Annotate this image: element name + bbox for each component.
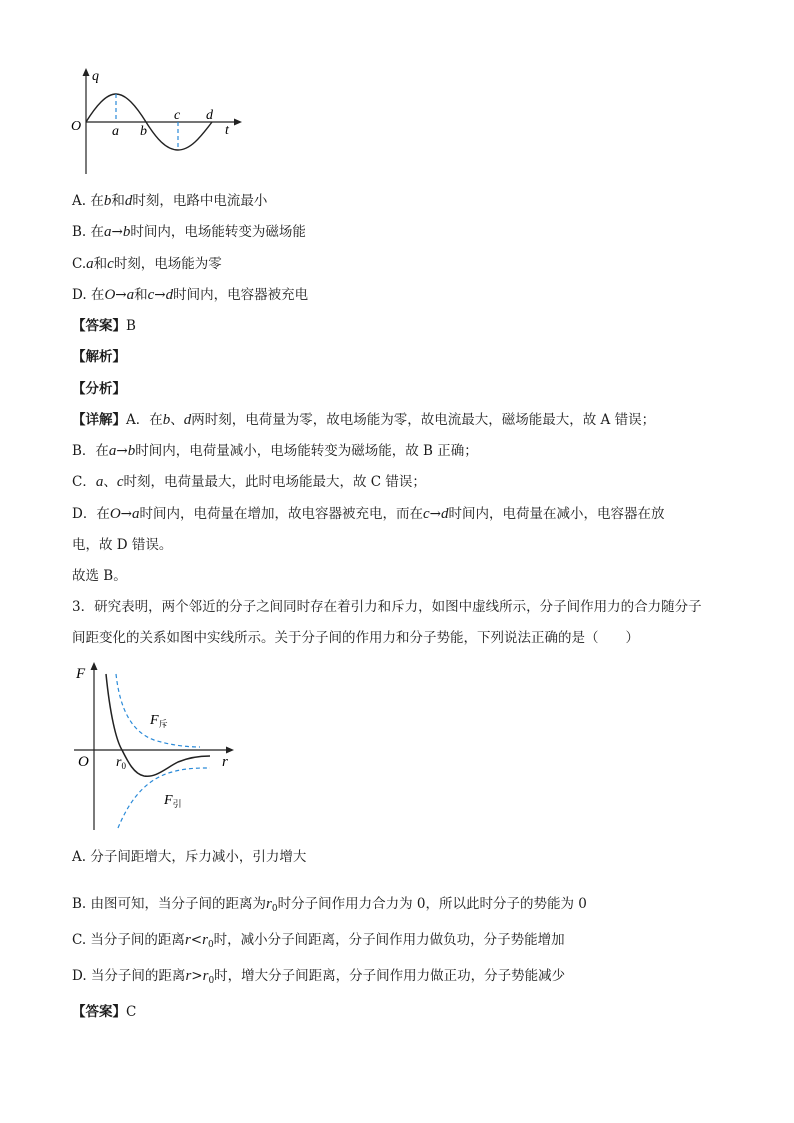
q3-stem-line1: 3．研究表明，两个邻近的分子之间同时存在着引力和斥力，如图中虚线所示，分子间作用力的合力随分子	[72, 599, 702, 615]
repulsion-curve	[116, 674, 200, 747]
q-axis-arrow	[83, 68, 90, 76]
q-label: q	[92, 69, 99, 84]
f-repulsion-label: $F_斥$	[150, 713, 168, 729]
q2-option-a: A. 在b和d时刻，电路中电流最小	[72, 193, 268, 209]
r-label: r	[222, 754, 228, 770]
origin-label: O	[71, 119, 82, 134]
q3-stem-line2: 间距变化的关系如图中实线所示。关于分子间的作用力和分子势能，下列说法正确的是（ ）	[72, 630, 639, 646]
q3-option-c: C. 当分子间的距离$r<r_0$时，减小分子间距离，分子间作用力做负功，分子势能增加	[72, 932, 565, 950]
t-axis-arrow	[234, 119, 242, 126]
f-attraction-label: $F_引$	[164, 793, 182, 809]
b-label: b	[140, 124, 147, 139]
q2-jiexi-heading: 【解析】	[72, 349, 126, 365]
f-axis-arrow	[91, 662, 98, 670]
a-label: a	[112, 124, 119, 139]
q3-option-d: D. 当分子间的距离$r>r_0$时，增大分子间距离，分子间作用力做正功，分子势能减少	[72, 968, 566, 986]
q2-detail-c: C．a、c时刻，电荷量最大，此时电场能最大，故 C 错误；	[72, 474, 426, 490]
q3-option-a: A. 分子间距增大，斥力减小，引力增大	[72, 849, 307, 865]
origin-label: O	[78, 754, 89, 770]
d-label: d	[206, 108, 213, 123]
f-label: F	[76, 666, 86, 682]
r-axis-arrow	[226, 747, 234, 754]
q2-option-b: B. 在a→b时间内，电场能转变为磁场能	[72, 224, 306, 240]
r0-label: $r_0$	[116, 755, 126, 771]
q2-detail-d: D．在O→a时间内，电荷量在增加，故电容器被充电，而在c→d时间内，电荷量在减小，电容器在放	[72, 506, 665, 522]
q2-detail-a: 【详解】A．在b、d两时刻，电荷量为零，故电场能为零，故电流最大，磁场能最大，故 A 错误；	[72, 412, 656, 428]
q2-answer: 【答案】B	[72, 318, 136, 334]
q2-option-c: C.a和c时刻，电场能为零	[72, 256, 222, 272]
t-label: t	[225, 123, 229, 138]
q-t-graph	[66, 64, 246, 178]
q2-detail-b: B．在a→b时间内，电荷量减小，电场能转变为磁场能，故 B 正确；	[72, 443, 478, 459]
q2-detail-d-cont: 电，故 D 错误。	[72, 537, 173, 553]
c-label: c	[174, 108, 181, 123]
q3-option-b: B. 由图可知，当分子间的距离为$r_0$时分子间作用力合力为 0，所以此时分子的势能为 0	[72, 896, 587, 914]
q2-option-d: D. 在O→a和c→d时间内，电容器被充电	[72, 287, 309, 303]
q2-fenxi-heading: 【分析】	[72, 381, 126, 397]
q3-answer: 【答案】C	[72, 1004, 137, 1020]
q2-conclusion: 故选 B。	[72, 568, 127, 584]
f-r-graph	[70, 658, 240, 833]
